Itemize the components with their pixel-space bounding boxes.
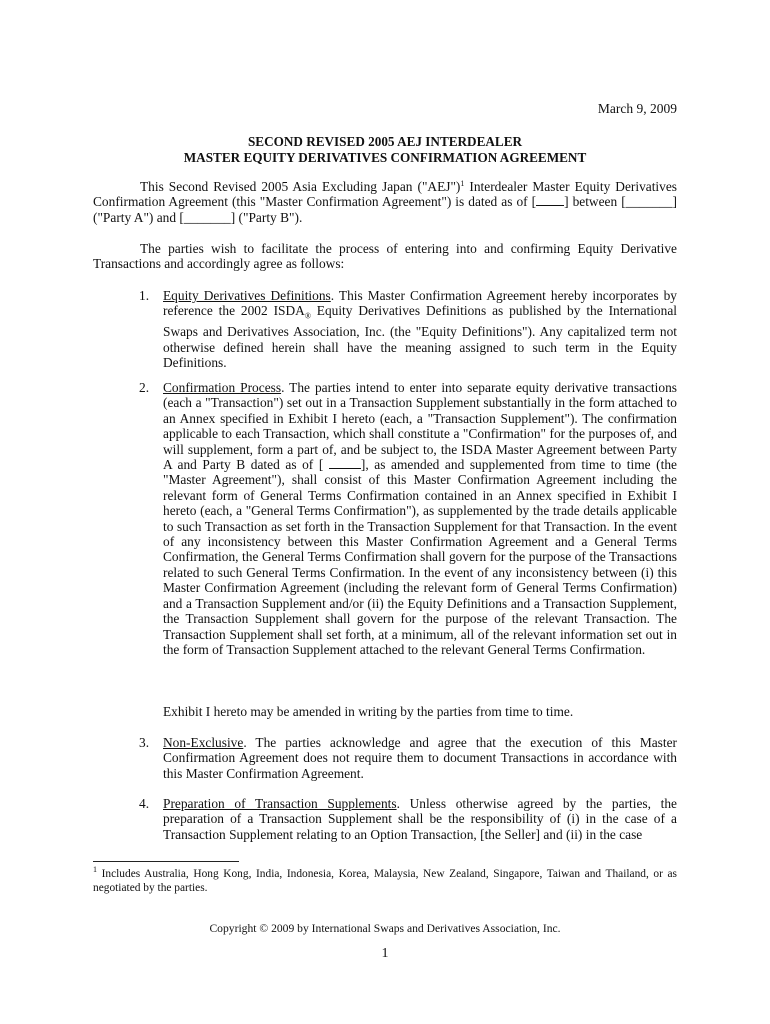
page-number: 1 — [381, 946, 389, 961]
section-body: . The parties acknowledge and agree that the execution of this Master Confirmation Agreement does not require them to document Transactions in accordance with this Master Confirmation Agreement. — [163, 735, 677, 781]
intro-text-a: This Second Revised 2005 Asia Excluding Japan ("AEJ") — [140, 179, 461, 194]
section-body: . Unless otherwise agreed by the parties, the preparation of a Transaction Supplement shall be the responsibility of (i) in the case of a Transaction Supplement relating to an Option Transaction, [the Seller] and (ii) in the case — [163, 796, 677, 842]
section-number: 3. — [139, 735, 150, 750]
date-blank — [329, 457, 361, 469]
footnote — [93, 867, 677, 895]
section-heading: Equity Derivatives Definitions — [163, 288, 331, 303]
copyright-notice: Copyright © 2009 by International Swaps and Derivatives Association, Inc. — [209, 922, 561, 935]
section-heading: Preparation of Transaction Supplements — [163, 796, 397, 811]
title-line-2: MASTER EQUITY DERIVATIVES CONFIRMATION AGREEMENT — [183, 150, 587, 165]
section-3 — [139, 735, 677, 781]
section-number: 2. — [139, 380, 150, 395]
section-heading: Non-Exclusive — [163, 735, 244, 750]
title-line-1: SECOND REVISED 2005 AEJ INTERDEALER — [247, 134, 523, 149]
footnote-text: Includes Australia, Hong Kong, India, Indonesia, Korea, Malaysia, New Zealand, Singapore, Taiwan and Thailand, or as negotiated by the parties. — [93, 868, 677, 894]
document-title — [93, 134, 677, 166]
intro-paragraph — [93, 179, 677, 225]
section-number: 4. — [139, 796, 150, 811]
section-body: . This Master Confirmation Agreement hereby incorporates by reference the 2002 ISDA — [163, 288, 677, 319]
section-heading: Confirmation Process — [163, 380, 282, 395]
section-body: . The parties intend to enter into separate equity derivative transactions (each a "Transaction") set out in a Transaction Supplement substantially in the form attached to an Annex specified in Exhibit I hereto (each, a "Transaction Supplement"). The confirmation applicable to each Transaction, which shall constitute a "Confirmation" for the purposes of, and will supplement, form a part of, and be subject to, the ISDA Master Agreement between Party A and Party B dated as of [ — [163, 380, 677, 473]
section-1 — [139, 288, 677, 371]
footnote-reference: 1 — [460, 179, 465, 188]
section-number: 1. — [139, 288, 150, 303]
date-blank — [536, 194, 564, 206]
registered-mark: ® — [304, 312, 311, 322]
purpose-paragraph: The parties wish to facilitate the process of entering into and confirming Equity Derivative Transactions and accordingly agree as follows: — [93, 241, 677, 272]
document-date: March 9, 2009 — [597, 101, 677, 116]
section-body-b: Equity Derivatives Definitions as published by the International Swaps and Derivatives Association, Inc. (the "Equity Definitions"). Any capitalized term not otherwise defined herein shall have the meaning assigned to such term in the Equity Definitions. — [163, 303, 677, 371]
section-body-b: ], as amended and supplemented from time to time (the "Master Agreement"), shall consist of this Master Confirmation Agreement including the relevant form of General Terms Confirmation contained in an Annex specified in Exhibit I hereto (each, a "General Terms Confirmation"), as supplemented by the trade details applicable to such Transaction as set forth in the Transaction Supplement for that Transaction. In the event of any inconsistency between this Master Confirmation Agreement and a General Terms Confirmation, the General Terms Confirmation shall govern for the purpose of the Transactions related to such General Terms Confirmation. In the event of any inconsistency between (i) this Master Confirmation Agreement (including the relevant form of General Terms Confirmation) and a Transaction Supplement and/or (ii) the Equity Definitions and a Transaction Supplement, the Transaction Supplement shall govern for the purpose of the relevant Transaction. The Transaction Supplement shall set forth, at a minimum, all of the relevant information set out in the form of Transaction Supplement attached to the relevant General Terms Confirmation. — [163, 457, 677, 657]
intro-text-c: ] between [_______] ("Party A") and [_______] ("Party B"). — [93, 194, 677, 225]
section-2-note: Exhibit I hereto may be amended in writing by the parties from time to time. — [163, 704, 574, 719]
section-4 — [139, 796, 677, 842]
section-2 — [139, 380, 677, 657]
intro-text-b: Interdealer Master Equity Derivatives Confirmation Agreement (this "Master Confirmation Agreement") is dated as of [ — [93, 179, 677, 210]
footnote-divider — [93, 861, 239, 862]
footnote-mark: 1 — [93, 865, 97, 874]
